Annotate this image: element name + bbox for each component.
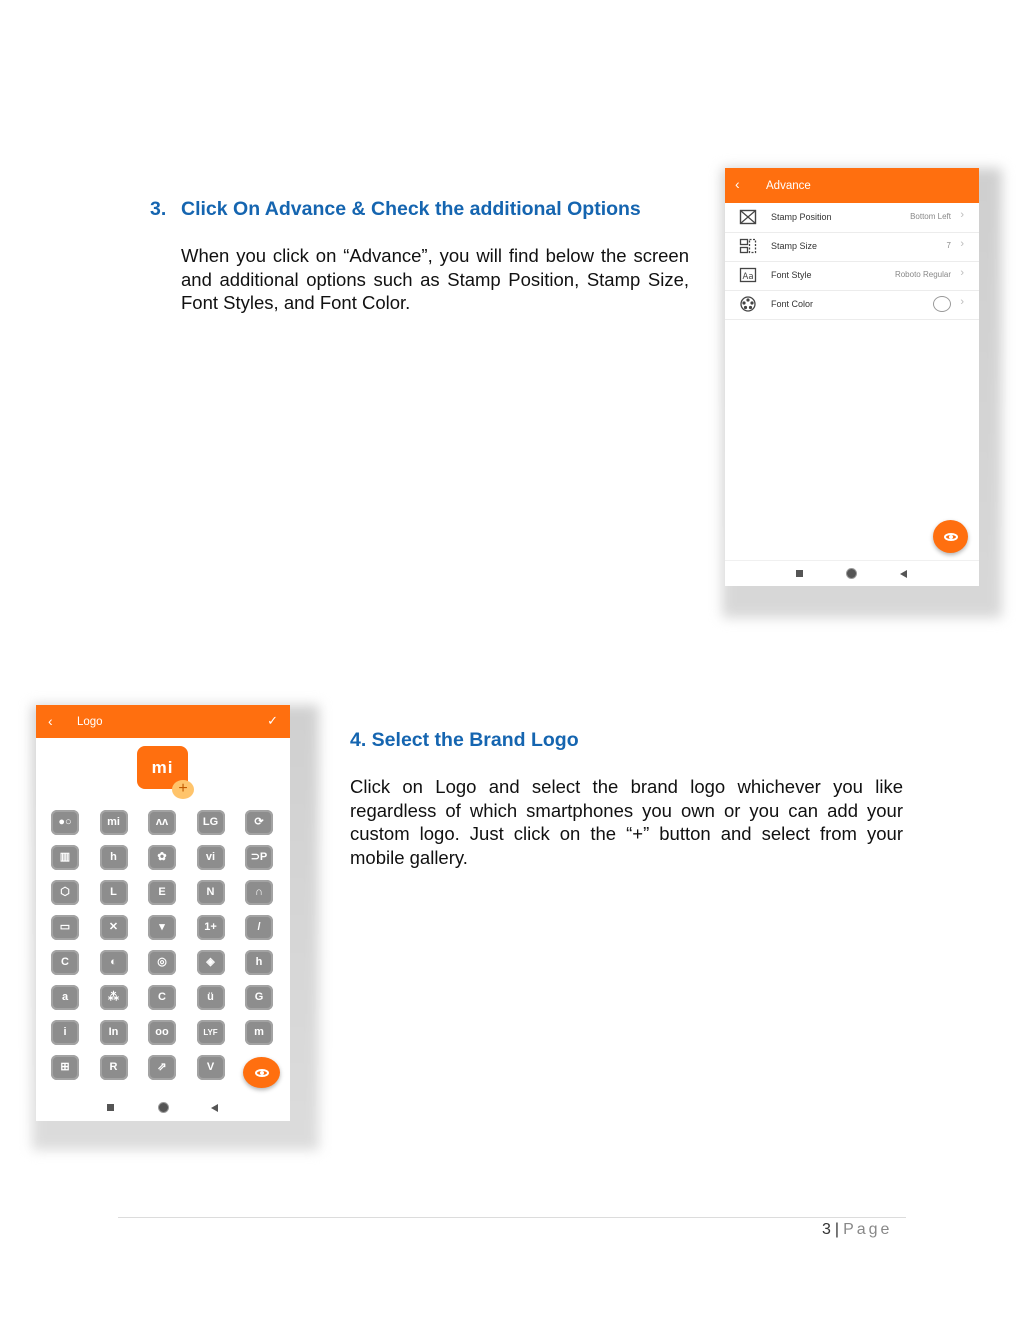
brand-logo-tile[interactable]: ▥ [51, 845, 79, 870]
chevron-right-icon: › [960, 296, 964, 308]
brand-logo-tile[interactable]: ⟳ [245, 810, 273, 835]
back-icon[interactable]: ‹ [735, 176, 740, 192]
brand-logo-tile[interactable]: m [245, 1020, 273, 1045]
brand-logo-tile[interactable]: i [51, 1020, 79, 1045]
brand-logo-tile[interactable]: ◐ [100, 950, 128, 975]
font-style-icon [739, 267, 757, 283]
stamp-size-value: 7 [946, 241, 951, 250]
logo-screenshot [36, 705, 290, 1121]
brand-logo-tile[interactable]: G [245, 985, 273, 1010]
font-style-row[interactable] [725, 261, 979, 291]
brand-logo-tile[interactable]: LYF [197, 1020, 225, 1045]
font-color-swatch[interactable] [933, 296, 951, 312]
home-icon[interactable] [846, 568, 857, 579]
back-icon[interactable]: ‹ [48, 713, 53, 729]
recents-icon[interactable] [796, 570, 803, 577]
selected-logo[interactable]: mi [137, 746, 188, 789]
stamp-size-row[interactable] [725, 232, 979, 262]
brand-logo-tile[interactable]: LG [197, 810, 225, 835]
brand-logo-tile[interactable]: ⁂ [100, 985, 128, 1010]
eye-icon [255, 1069, 269, 1077]
stamp-size-label: Stamp Size [771, 241, 818, 251]
font-color-label: Font Color [771, 299, 814, 309]
section-3-heading [150, 198, 641, 221]
brand-logo-tile[interactable]: E [148, 880, 176, 905]
brand-logo-tile[interactable]: ⇗ [148, 1055, 176, 1080]
chevron-right-icon: › [960, 267, 964, 279]
font-style-value: Roboto Regular [894, 270, 951, 279]
home-icon[interactable] [158, 1102, 169, 1113]
brand-logo-tile[interactable]: ✕ [100, 915, 128, 940]
stamp-position-row[interactable] [725, 203, 979, 233]
advance-screenshot [725, 168, 979, 586]
stamp-position-label: Stamp Position [771, 212, 832, 222]
brand-logo-tile[interactable]: 1+ [197, 915, 225, 940]
brand-logo-tile[interactable]: h [100, 845, 128, 870]
page-label: Page [843, 1221, 893, 1238]
footer-separator: | [834, 1221, 840, 1238]
back-nav-icon[interactable] [900, 570, 907, 578]
brand-logo-tile[interactable]: oo [148, 1020, 176, 1045]
brand-logo-tile[interactable]: ◈ [197, 950, 225, 975]
brand-logo-tile[interactable]: ✿ [148, 845, 176, 870]
preview-button[interactable] [243, 1057, 280, 1088]
brand-logo-tile[interactable]: N [197, 880, 225, 905]
brand-logo-tile[interactable]: ●○ [51, 810, 79, 835]
brand-logo-tile[interactable]: C [51, 950, 79, 975]
brand-logo-tile[interactable]: In [100, 1020, 128, 1045]
eye-icon [944, 533, 958, 541]
font-color-row[interactable] [725, 290, 979, 320]
svg-text:Aa: Aa [742, 272, 754, 282]
advance-header [725, 168, 979, 203]
brand-logo-tile[interactable]: ⬡ [51, 880, 79, 905]
section-4-body: Click on Logo and select the brand logo whichever you like regardless of which smartphones you own or you can add your custom logo. Just click on the “+” button and select from your mobile gallery. [350, 776, 903, 868]
add-logo-button[interactable]: + [172, 780, 194, 799]
brand-logo-tile[interactable]: vi [197, 845, 225, 870]
brand-logo-tile[interactable]: ⊃P [245, 845, 273, 870]
brand-logo-tile[interactable]: ʌʌ [148, 810, 176, 835]
font-style-label: Font Style [771, 270, 812, 280]
section-3-title: Click On Advance & Check the additional Options [181, 198, 641, 220]
brand-logo-tile[interactable]: mi [100, 810, 128, 835]
recents-icon[interactable] [107, 1104, 114, 1111]
brand-logo-tile[interactable]: / [245, 915, 273, 940]
brand-logo-tile[interactable]: ▭ [51, 915, 79, 940]
section-3-body: When you click on “Advance”, you will find below the screen and additional options such as Stamp Position, Stamp Size, Font Styles, and Font Color. [181, 245, 689, 313]
page-number: 3 [822, 1221, 831, 1238]
brand-logo-tile[interactable]: V [197, 1055, 225, 1080]
brand-logo-tile[interactable]: R [100, 1055, 128, 1080]
section-4-heading: 4. Select the Brand Logo [350, 729, 579, 751]
android-nav-bar [725, 560, 979, 586]
check-icon[interactable]: ✓ [267, 713, 278, 728]
brand-logo-tile[interactable]: ⊞ [51, 1055, 79, 1080]
brand-logo-tile[interactable]: ü [197, 985, 225, 1010]
chevron-right-icon: › [960, 209, 964, 221]
brand-logo-tile[interactable]: C [148, 985, 176, 1010]
page-footer [822, 1221, 892, 1239]
android-nav-bar [36, 1095, 290, 1121]
chevron-right-icon: › [960, 238, 964, 250]
back-nav-icon[interactable] [211, 1104, 218, 1112]
brand-logo-tile[interactable]: h [245, 950, 273, 975]
stamp-size-icon [739, 238, 757, 254]
brand-logo-tile[interactable]: ▾ [148, 915, 176, 940]
stamp-position-icon [739, 209, 757, 225]
brand-logo-tile[interactable]: ◎ [148, 950, 176, 975]
preview-button[interactable] [933, 520, 968, 553]
stamp-position-value: Bottom Left [910, 212, 951, 221]
font-color-icon [739, 296, 757, 312]
brand-logo-tile[interactable]: L [100, 880, 128, 905]
logo-header [36, 705, 290, 738]
brand-logo-tile[interactable]: ∩ [245, 880, 273, 905]
brand-logo-tile[interactable]: a [51, 985, 79, 1010]
footer-divider [118, 1217, 906, 1218]
advance-title: Advance [766, 180, 811, 192]
logo-title: Logo [77, 716, 103, 728]
section-3-number: 3. [150, 198, 167, 220]
